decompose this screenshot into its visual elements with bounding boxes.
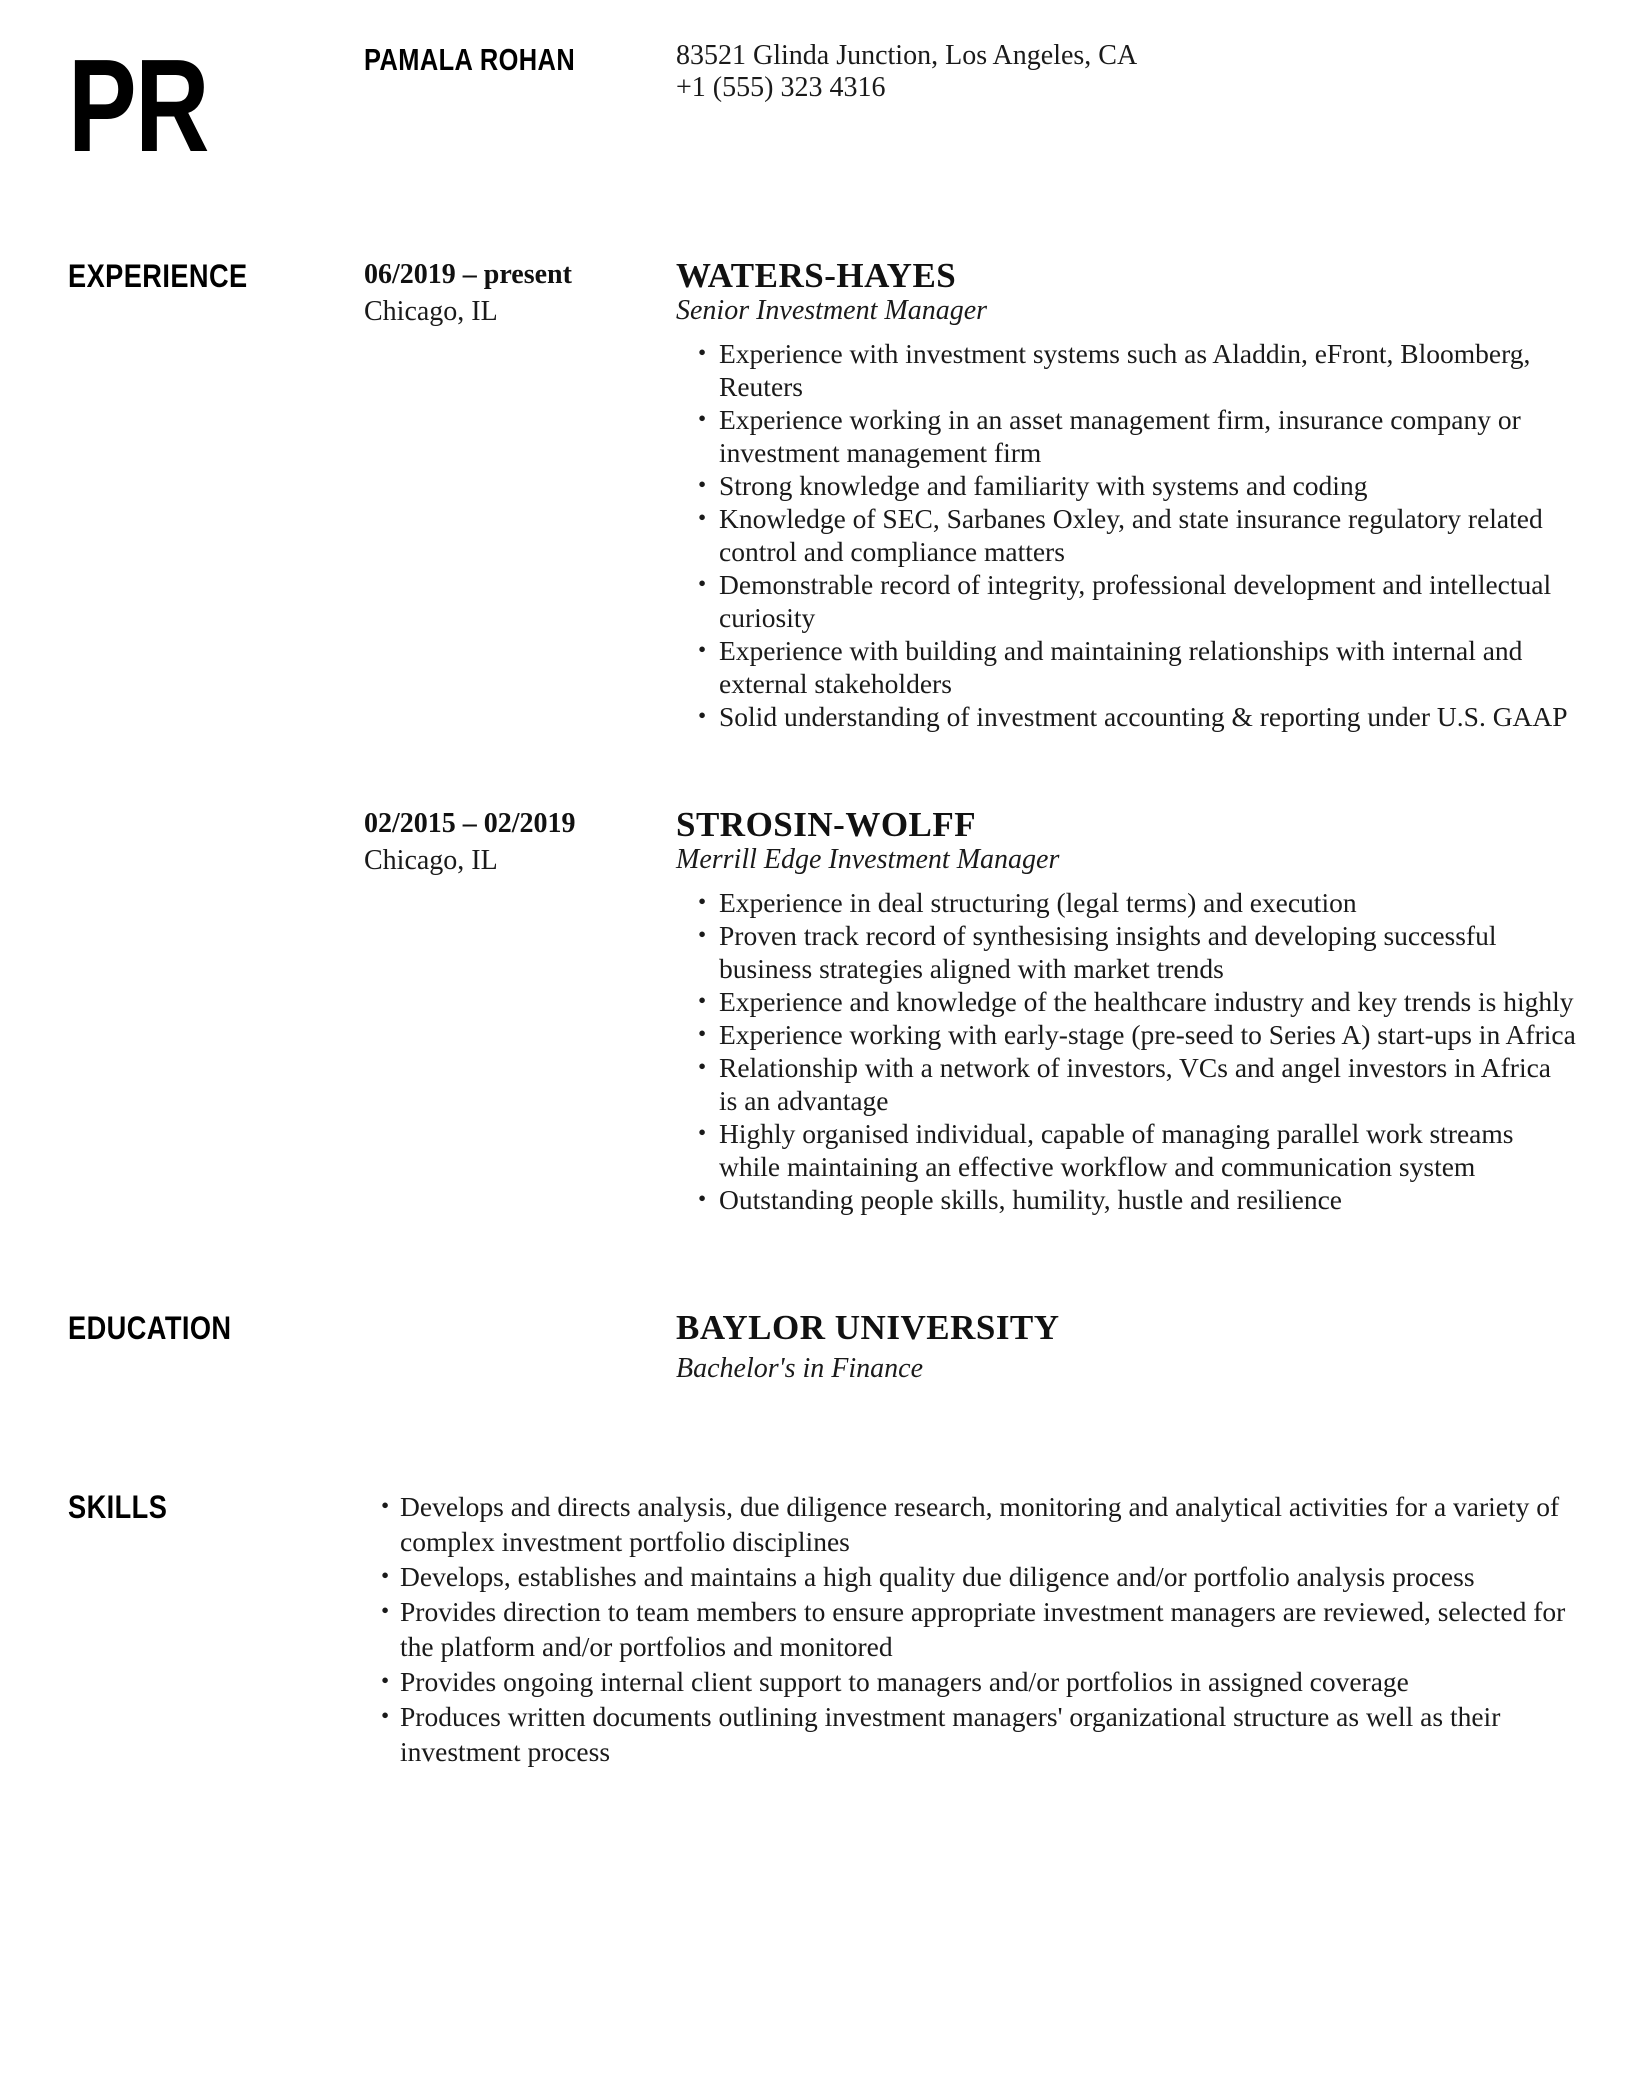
skills-section-label: SKILLS — [68, 1489, 168, 1525]
contact-address: 83521 Glinda Junction, Los Angeles, CA — [676, 40, 1138, 71]
header — [68, 32, 1576, 179]
education-section-label: EDUCATION — [68, 1310, 232, 1346]
job-1-bullet: • Solid understanding of investment accounting & reporting under U.S. GAAP — [719, 700, 1576, 733]
monogram-text: PR — [68, 32, 208, 179]
job-2-meta — [364, 807, 676, 877]
experience-section — [68, 258, 1576, 1216]
job-1-bullet: • Knowledge of SEC, Sarbanes Oxley, and state insurance regulatory related control and compliance matters — [719, 502, 1576, 568]
experience-job-1 — [68, 258, 1576, 733]
job-1-bullet: • Demonstrable record of integrity, professional development and intellectual curiosity — [719, 568, 1576, 634]
job-2-bullet-list — [676, 886, 1576, 1216]
skills-section — [68, 1489, 1576, 1769]
education-school: BAYLOR UNIVERSITY — [676, 1308, 1060, 1347]
job-1-company: WATERS-HAYES — [676, 256, 957, 295]
job-2-bullet: • Experience working with early-stage (pre-seed to Series A) start-ups in Africa — [719, 1018, 1576, 1051]
job-2-bullet: • Relationship with a network of investors, VCs and angel investors in Africa is an advantage — [719, 1051, 1576, 1117]
education-degree: Bachelor's in Finance — [676, 1353, 924, 1384]
experience-section-label: EXPERIENCE — [68, 258, 248, 294]
job-2-title: Merrill Edge Investment Manager — [676, 844, 1060, 875]
job-1-meta — [364, 258, 676, 328]
job-2-bullet: • Experience and knowledge of the healthcare industry and key trends is highly — [719, 985, 1576, 1018]
candidate-name: PAMALA ROHAN — [364, 42, 576, 77]
name-block — [364, 40, 676, 77]
job-2-details — [676, 807, 1576, 1216]
skill-bullet: • Provides ongoing internal client support to managers and/or portfolios in assigned coverage — [400, 1664, 1576, 1699]
education-section — [68, 1310, 1576, 1385]
education-details — [676, 1310, 1576, 1385]
job-1-dates: 06/2019 – present — [364, 259, 572, 290]
job-2-dates: 02/2015 – 02/2019 — [364, 808, 576, 839]
job-2-location: Chicago, IL — [364, 845, 498, 876]
job-2-bullet: • Highly organised individual, capable of managing parallel work streams while maintaining an effective workflow and communication system — [719, 1117, 1576, 1183]
skill-bullet: • Produces written documents outlining investment managers' organizational structure as well as their investment process — [400, 1699, 1576, 1769]
job-1-location: Chicago, IL — [364, 296, 498, 327]
job-1-bullet: • Strong knowledge and familiarity with systems and coding — [719, 469, 1576, 502]
job-1-bullet: • Experience with building and maintaining relationships with internal and external stakeholders — [719, 634, 1576, 700]
job-2-bullet: • Proven track record of synthesising insights and developing successful business strategies aligned with market trends — [719, 919, 1576, 985]
contact-phone: +1 (555) 323 4316 — [676, 72, 886, 103]
skill-bullet: • Develops and directs analysis, due diligence research, monitoring and analytical activities for a variety of complex investment portfolio disciplines — [400, 1489, 1576, 1559]
skill-bullet: • Provides direction to team members to ensure appropriate investment managers are reviewed, selected for the platform and/or portfolios and monitored — [400, 1594, 1576, 1664]
job-2-bullet: • Experience in deal structuring (legal terms) and execution — [719, 886, 1576, 919]
job-1-title: Senior Investment Manager — [676, 295, 988, 326]
skill-bullet: • Develops, establishes and maintains a high quality due diligence and/or portfolio analysis process — [400, 1559, 1576, 1594]
job-1-bullet: • Experience working in an asset management firm, insurance company or investment management firm — [719, 403, 1576, 469]
contact-block — [676, 40, 1576, 104]
job-2-company: STROSIN-WOLFF — [676, 805, 977, 844]
job-1-bullet: • Experience with investment systems such as Aladdin, eFront, Bloomberg, Reuters — [719, 337, 1576, 403]
job-1-bullet-list — [676, 337, 1576, 733]
job-2-bullet: • Outstanding people skills, humility, hustle and resilience — [719, 1183, 1576, 1216]
experience-job-2 — [68, 807, 1576, 1216]
monogram — [68, 32, 364, 179]
skills-bullet-list — [364, 1489, 1576, 1769]
job-1-details — [676, 258, 1576, 733]
